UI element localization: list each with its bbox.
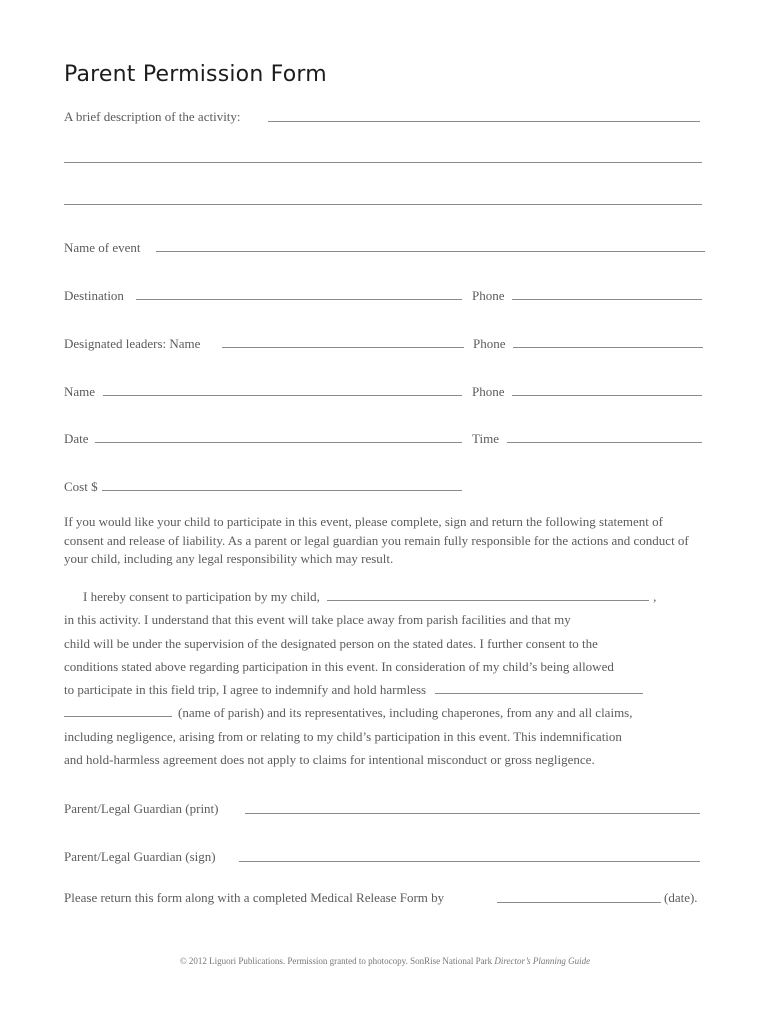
- name-label: Name: [64, 384, 96, 399]
- copyright-footer: [0, 956, 770, 966]
- activity-label: A brief description of the activity:: [64, 109, 241, 124]
- consent-line-7: including negligence, arising from or relating to my child’s participation in this event. This indemnification: [64, 728, 622, 744]
- consent-line-6: [64, 701, 704, 724]
- consent-line-2: in this activity. I understand that this event will take place away from parish facilities and that my: [64, 612, 571, 628]
- footer-guide-title: Director’s Planning Guide: [494, 956, 591, 966]
- return-label: Please return this form along with a completed Medical Release Form by: [64, 890, 445, 905]
- consent-paragraph: [64, 585, 704, 771]
- consent-child-text: I hereby consent to participation by my child,: [83, 589, 320, 604]
- consent-line-1-end: ,: [653, 589, 657, 604]
- date-label: Date: [64, 431, 89, 446]
- destination-field[interactable]: [136, 299, 462, 300]
- leader-phone-field[interactable]: [513, 347, 703, 348]
- consent-line-4: conditions stated above regarding participation in this event. In consideration of my child’s being allowed: [64, 658, 614, 674]
- activity-field[interactable]: [268, 121, 700, 122]
- consent-line-5: [64, 678, 704, 701]
- return-date-suffix: (date).: [664, 890, 698, 905]
- name-field[interactable]: [103, 395, 462, 396]
- leaders-label: Designated leaders: Name: [64, 336, 201, 351]
- consent-line-5-text: to participate in this field trip, I agree to indemnify and hold harmless: [64, 682, 427, 698]
- return-date-field[interactable]: [497, 902, 661, 903]
- child-name-field[interactable]: [327, 590, 649, 601]
- parish-field-continued[interactable]: [64, 706, 172, 717]
- consent-line-6-text: (name of parish) and its representatives, including chaperones, from any and all claims,: [178, 705, 633, 721]
- date-field[interactable]: [95, 442, 462, 443]
- guardian-print-label: Parent/Legal Guardian (print): [64, 801, 219, 816]
- guardian-print-field[interactable]: [245, 813, 700, 814]
- cost-field[interactable]: [102, 490, 462, 491]
- footer-text: © 2012 Liguori Publications. Permission granted to photocopy. SonRise National Park: [179, 956, 493, 966]
- activity-field-line-2[interactable]: [64, 162, 702, 163]
- consent-line-8: and hold-harmless agreement does not apply to claims for intentional misconduct or gross negligence.: [64, 752, 595, 768]
- leader-phone-label: Phone: [473, 336, 506, 351]
- event-name-field[interactable]: [156, 251, 705, 252]
- destination-phone-field[interactable]: [512, 299, 702, 300]
- name-phone-field[interactable]: [512, 395, 702, 396]
- leader-name-field[interactable]: [222, 347, 464, 348]
- form-title: Parent Permission Form: [64, 62, 327, 87]
- time-field[interactable]: [507, 442, 702, 443]
- cost-label: Cost $: [64, 479, 98, 494]
- destination-phone-label: Phone: [472, 288, 505, 303]
- destination-label: Destination: [64, 288, 124, 303]
- time-label: Time: [472, 431, 499, 446]
- name-phone-label: Phone: [472, 384, 505, 399]
- activity-row: [64, 109, 241, 125]
- consent-line-3: child will be under the supervision of the designated person on the stated dates. I further consent to the: [64, 635, 598, 651]
- guardian-sign-field[interactable]: [239, 861, 700, 862]
- parish-field[interactable]: [435, 683, 643, 694]
- event-label: Name of event: [64, 240, 141, 255]
- intro-paragraph: If you would like your child to participate in this event, please complete, sign and return the following statement of consent and release of liability. As a parent or legal guardian you remain fully responsible for the actions and conduct of your child, including any legal responsibility which may result.: [64, 514, 689, 566]
- guardian-sign-label: Parent/Legal Guardian (sign): [64, 849, 216, 864]
- consent-line-1: [64, 585, 704, 608]
- activity-field-line-3[interactable]: [64, 204, 702, 205]
